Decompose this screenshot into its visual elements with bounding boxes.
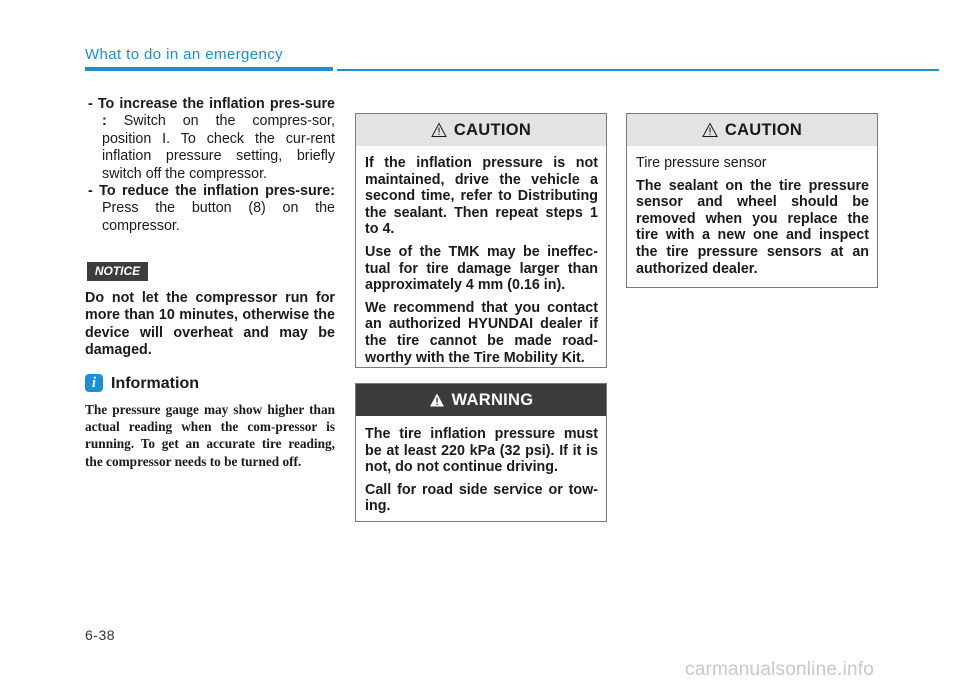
warning-label: WARNING <box>451 390 534 409</box>
caution-subtitle: Tire pressure sensor <box>636 155 767 171</box>
caution-box-left <box>355 113 607 368</box>
header-bar-right <box>337 69 939 71</box>
bullet-text: Switch on the compres-sor, position I. To check the cur-rent inflation pressure setting, briefly switch off the compressor. <box>102 113 335 182</box>
notice-badge: NOTICE <box>87 262 148 281</box>
caution-label: CAUTION <box>453 120 532 139</box>
caution-body <box>627 146 877 289</box>
instructions-column <box>85 96 335 235</box>
caution-paragraph: We recommend that you contact an authorized HYUNDAI dealer if the tire cannot be made road-worthy with the Tire Mobility Kit. <box>365 299 598 366</box>
caution-paragraph: The sealant on the tire pressure sensor and wheel should be removed when you replace the tire with a new one and inspect the tire pressure sensors at an authorized dealer. <box>636 177 869 277</box>
header-bar-left <box>85 67 333 71</box>
caution-box-right <box>626 113 878 288</box>
caution-paragraph: If the inflation pressure is not maintained, drive the vehicle a second time, refer to Distributing the sealant. Then repeat steps 1 to 4. <box>365 155 598 238</box>
bullet-reduce <box>85 183 335 235</box>
warning-triangle-icon <box>431 122 447 138</box>
bullet-lead: - To increase the inflation pres-sure : <box>88 96 335 130</box>
page-number: 6-38 <box>85 627 116 643</box>
notice-body: Do not let the compressor run for more than 10 minutes, otherwise the device will overheat and may be damaged. <box>85 290 335 359</box>
header-title: What to do in an emergency <box>85 46 284 63</box>
info-body: The pressure gauge may show higher than actual reading when the com-pressor is running. To get an accurate tire reading, the compressor needs to be turned off. <box>85 402 335 469</box>
bullet-text: Press the button (8) on the compressor. <box>102 200 335 234</box>
caution-label: CAUTION <box>724 120 803 139</box>
info-title: Information <box>111 375 199 392</box>
warning-triangle-icon <box>429 392 445 408</box>
warning-box <box>355 383 607 522</box>
bullet-lead: - To reduce the inflation pres-sure: <box>88 183 335 200</box>
caution-header <box>356 114 606 146</box>
warning-header <box>356 384 606 416</box>
watermark: carmanualsonline.info <box>685 659 875 680</box>
caution-body <box>356 146 606 378</box>
warning-triangle-icon <box>702 122 718 138</box>
info-icon: i <box>85 374 103 392</box>
caution-header <box>627 114 877 146</box>
warning-paragraph: The tire inflation pressure must be at least 220 kPa (32 psi). If it is not, do not continue driving. <box>365 426 598 476</box>
warning-paragraph: Call for road side service or tow-ing. <box>365 481 598 515</box>
warning-body <box>356 416 606 527</box>
caution-paragraph: Use of the TMK may be ineffec-tual for tire damage larger than approximately 4 mm (0.16 in). <box>365 243 598 294</box>
bullet-increase <box>85 96 335 183</box>
